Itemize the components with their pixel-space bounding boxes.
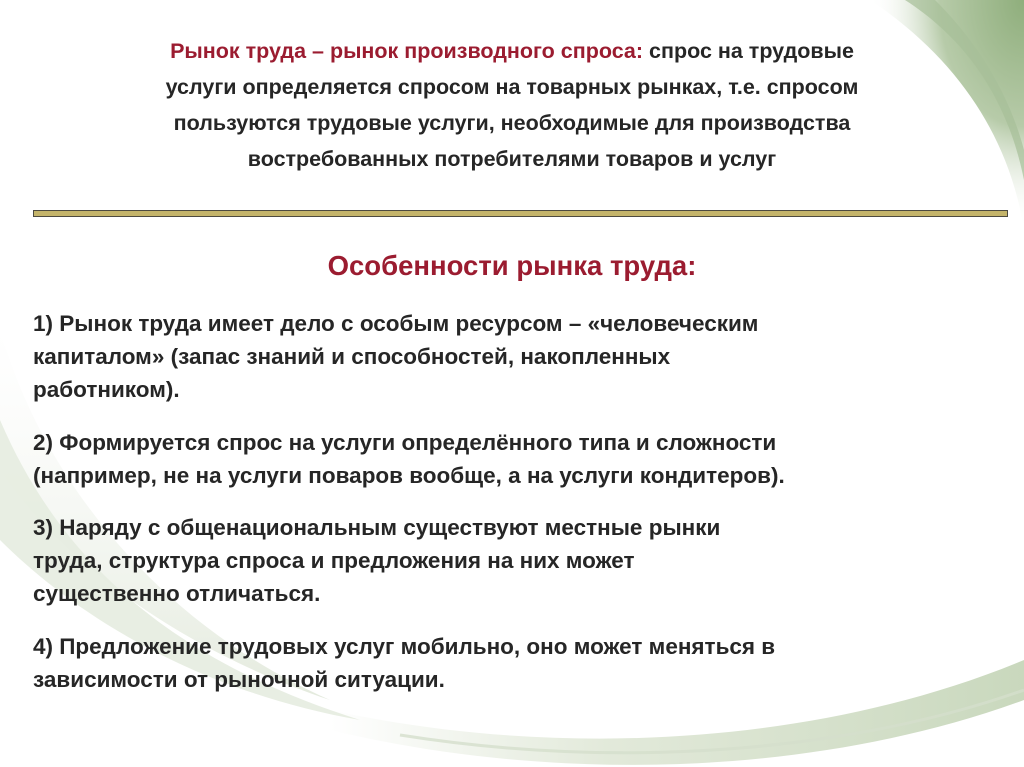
header-line1-rest: спрос на трудовые [643, 39, 854, 63]
list-item-line: работником). [33, 377, 180, 402]
list-item-line: 3) Наряду с общенациональным существуют местные рынки [33, 515, 721, 540]
list-item-line: (например, не на услуги поваров вообще, а на услуги кондитеров). [33, 463, 785, 488]
list-item-line: 4) Предложение трудовых услуг мобильно, оно может меняться в [33, 634, 776, 659]
list-item-line: труда, структура спроса и предложения на них может [33, 548, 635, 573]
list-item-line: 2) Формируется спрос на услуги определённого типа и сложности [33, 430, 777, 455]
list-item-line: капиталом» (запас знаний и способностей, накопленных [33, 344, 671, 369]
section-title: Особенности рынка труда: [327, 250, 697, 281]
header-line: востребованных потребителями товаров и услуг [247, 147, 777, 171]
list-item [33, 307, 1008, 406]
list-item-line: зависимости от рыночной ситуации. [33, 667, 445, 692]
list-item [33, 511, 1008, 610]
list-item-line: существенно отличаться. [33, 581, 321, 606]
header-highlight: Рынок труда – рынок производного спроса: [170, 39, 644, 63]
list-item-line: 1) Рынок труда имеет дело с особым ресурсом – «человеческим [33, 311, 759, 336]
header-line: услуги определяется спросом на товарных рынках, т.е. спросом [165, 75, 859, 99]
header-line: пользуются трудовые услуги, необходимые для производства [173, 111, 851, 135]
header-line [30, 33, 994, 69]
list-item [33, 426, 1008, 492]
list-item [33, 630, 1008, 696]
header-definition [30, 33, 994, 177]
separator-bar [33, 210, 1008, 217]
